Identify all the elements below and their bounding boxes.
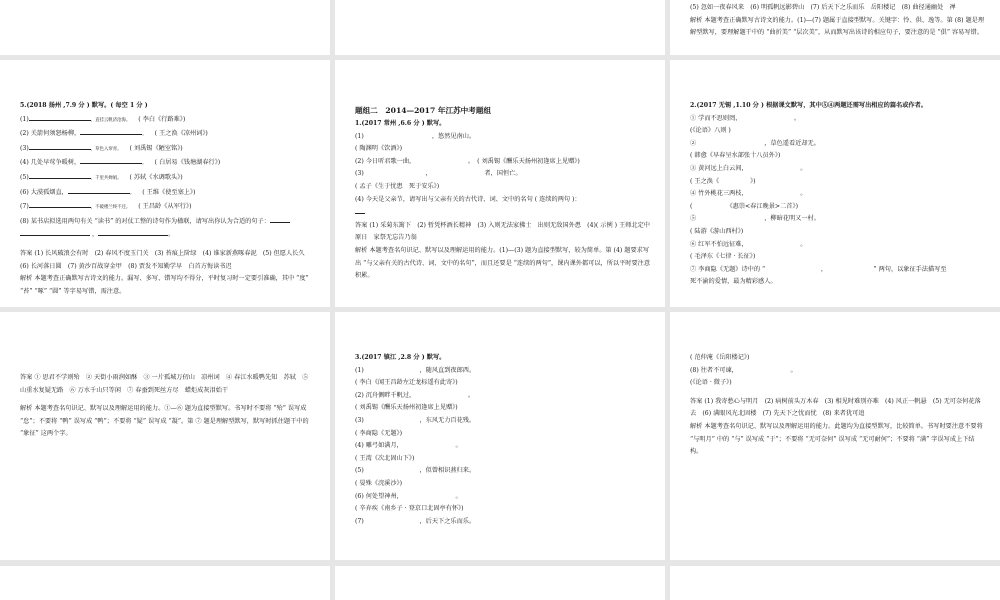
text-line: (1) ，悠然见南山。 bbox=[355, 132, 476, 140]
fill-item: (5) ，千里共婵娟。 ( 苏轼《水调歌头》) bbox=[20, 171, 316, 186]
fill-item: (2) 关箭何须怒杨柳， 。 ( 王之涣《凉州词》) bbox=[20, 127, 316, 142]
text-line: ① 学而不思则罔， 。 bbox=[690, 114, 801, 122]
text-line: (1) ，随风直到夜郎西。 bbox=[355, 366, 476, 374]
text-line: ⑤ ，柳暗花明又一村。 bbox=[690, 215, 820, 223]
answer-continued: (5) 忽如一夜春风来 (6) 明孤帆远影碧山 (7) 后天下之乐而乐 岳阳楼记 (8) 曲径通幽处 禅 bbox=[690, 4, 956, 11]
page-11 bbox=[335, 566, 665, 600]
text-line: ( 刘禹锡《酬乐天扬州初逢席上见赠》) bbox=[355, 404, 458, 412]
page-1 bbox=[0, 0, 330, 55]
text-line: ( 孟子《生于忧患 死于安乐》) bbox=[355, 182, 440, 190]
text-line: ( 韩愈《早春呈水部张十八员外》) bbox=[690, 152, 781, 160]
page-6 bbox=[670, 60, 1000, 307]
question-title: 1.(2017 常州 ,6.6 分 ) 默写。 bbox=[355, 120, 446, 127]
text-line: (6) 何处望神州， 。 bbox=[355, 492, 462, 500]
answer-blank[interactable] bbox=[29, 200, 91, 208]
question-title: 3.(2017 镇江 ,2.8 分 ) 默写。 bbox=[355, 354, 446, 361]
answer-blank[interactable] bbox=[80, 127, 142, 135]
question-title: 2.(2017 无锡 ,1.10 分 ) 根据课文默写，其中⑤④两题还需写出相应的篇名或作者。 bbox=[690, 102, 927, 109]
text-line: ( 陆游《游山西村》) bbox=[690, 227, 744, 235]
text-line: ( 李商隐《无题》) bbox=[355, 429, 403, 437]
answer-blank[interactable] bbox=[29, 142, 91, 150]
text-line: 死不渝的爱情，最为精彩感人。 bbox=[690, 278, 777, 286]
answer-blank[interactable] bbox=[68, 186, 130, 194]
fill-item: (4) 几处早莺争暖树， 。 ( 白居易《钱塘湖春行》) bbox=[20, 156, 316, 171]
question-8: (8) 某书店拟选用两句有关 “读书” 的对仗工整的诗句作为楹联，请写出你认为合适的句子： bbox=[20, 215, 316, 229]
section-title: 题组二 2014—2017 年江苏中考题组 bbox=[355, 106, 492, 115]
text-line: ( 王之涣《 》) bbox=[690, 177, 756, 185]
page-9 bbox=[670, 312, 1000, 560]
page-7 bbox=[0, 312, 330, 560]
page-12 bbox=[670, 566, 1000, 600]
text-line: (7) ，后天下之乐而乐。 bbox=[355, 517, 476, 525]
text-line: (8) 往者不可谏， 。 bbox=[690, 366, 797, 374]
text-line: ( 晏殊《浣溪沙》) bbox=[355, 479, 403, 487]
page-2 bbox=[335, 0, 665, 55]
text-line: (4) 雕弓如满月， 。 bbox=[355, 442, 462, 450]
text-line: (3) ， 者，国恒亡。 bbox=[355, 170, 522, 178]
answer-text: 答案 (1) 长风破浪会有时 (2) 春风不度玉门关 (3) 苔痕上阶绿 (4) 谁家新燕啄春泥 (5) 但愿人长久 (6) 长河落日圆 (7) 黄沙百战穿金甲 (8) 贾发不知勤学早 白首方悔读书迟 bbox=[20, 249, 311, 270]
text-line: ④ 竹外桃花三两枝， 。 bbox=[690, 190, 807, 198]
fill-item: (1) ，直挂云帆济沧海。 ( 李白《行路难》) bbox=[20, 113, 316, 128]
fill-item: (6) 大漠孤烟直， 。 ( 王维《使至塞上》) bbox=[20, 186, 316, 201]
text-line: (《论语》八则 ) bbox=[690, 127, 731, 135]
answer-text: 答案 (1) 采菊东篱下 (2) 暂凭杯酒长精神 (3) 入则无法家拂士 出则无敌国外患 (4)( 示例 ) 王师北定中原日 家祭无忘告乃翁 bbox=[355, 221, 650, 242]
text-line: (5) ，似曾相识燕归来。 bbox=[355, 467, 476, 475]
text-line: ⑦ 李商隐《无题》诗中的 “ ， ” 两句，以象征手法描写至 bbox=[690, 265, 947, 273]
text-line: ⑥ 红军不怕远征难， 。 bbox=[690, 240, 807, 248]
page-3 bbox=[670, 0, 1000, 55]
analysis-text: 解析 本题考查名句识记、默写以及理解运用的能力。此题均为直接型默写，比较简单。书写时要注意不要将 “与明月” 中的 “与” 误写成 “于”；不要将 “无可奈何” 误写成 “无可耐何”；不要将 “满” 字误写成上下结构。 bbox=[690, 422, 983, 456]
text-line: (3) ，东风无力百花残。 bbox=[355, 416, 476, 424]
answer-blank[interactable] bbox=[29, 171, 91, 179]
text-line: (2) 今日听君歌一曲， 。 ( 刘禹锡《酬乐天扬州初逢席上见赠》) bbox=[355, 157, 580, 165]
analysis-text: 解析 本题考查正确默写古诗文的能力。(1)—(7) 题属于直接型默写。关键字：怜、供、逸等。第 (8) 题是理解型默写，要理解题干中的 “曲折美” “层次美”，从而默写出该诗的相应句子，要注意的是 “俱” 容易写错。 bbox=[690, 16, 985, 37]
analysis-text: 解析 本题考查名句识记、默写以及理解运用的能力。①—⑥ 题为直接型默写。书写时不要将 “殆” 误写成 “怠”；不要将 “鸭” 误写成 “鸭”；不要将 “疑” 误写成 “凝”。第 ⑦ 题是理解型默写，默写时抓住题干中的 “象征” 这两个字。 bbox=[20, 405, 309, 438]
page-4: 5.(2018 扬州 ,7.9 分 ) 默写。( 每空 1 分 ) (1) ，直挂云帆济沧海。 ( 李白《行路难》) (2) 关箭何须怒杨柳， 。 ( 王之涣《凉州词》) (3) ，草色入帘青。 ( 刘禹锡《陋室铭》) (4) 几处早莺争暖树， 。 ( 白居易《钱塘湖春行》) (5) ，千里共婵娟。 ( 苏轼《水调歌头》) (6) 大漠孤烟直， 。 ( 王维《使至塞上》) (7) ，不破楼兰终不还。 ( 王昌龄《从军行》) (8) 某书店拟选用两句有关 “读书” 的对仗工整的诗句作为楹联，请写出你认为合适的句子： ， 。 答案 (1) 长风破浪会有时 (2) 春风不度玉门关 (3) 苔痕上阶绿 (4) 谁家新燕啄春泥 (5) 但愿人长久 (6) 长河落日圆 (7) 黄沙百战穿金甲 (8) 贾发不知勤学早 白首方悔读书迟 解析 本题考查正确默写古诗文的能力。漏写、多写、错写均不得分，平时复习时一定要引准确，其中 “度” “苔” “啄” “圆” 等字易写错，需注意。 bbox=[0, 60, 330, 307]
fill-item: (3) ，草色入帘青。 ( 刘禹锡《陋室铭》) bbox=[20, 142, 316, 157]
text-line: (《论语 · 微子》) bbox=[690, 379, 732, 387]
analysis-text: 解析 本题考查正确默写古诗文的能力。漏写、多写、错写均不得分，平时复习时一定要引准确，其中 “度” “苔” “啄” “圆” 等字易写错，需注意。 bbox=[20, 275, 309, 295]
answer-text: 答案 (1) 我寄愁心与明月 (2) 病树前头万木春 (3) 相见时难别亦难 (4) 风正一帆悬 (5) 无可奈何花落去 (6) 满眼风光北固楼 (7) 先天下之忧而忧 (8) 来者犹可追 bbox=[690, 397, 981, 418]
text-line: ② ，草色遥看近却无。 bbox=[690, 139, 820, 147]
text-line: ( 李白《闻王昌龄左迁龙标遥有此寄》) bbox=[355, 379, 458, 387]
answer-blank[interactable] bbox=[80, 156, 142, 164]
text-line: ( 王湾《次北固山下》) bbox=[355, 454, 415, 462]
text-line: ③ 黄河远上白云间， 。 bbox=[690, 164, 807, 172]
answer-text: 答案 ① 思君不学则殆 ② 天街小雨润如酥 ③ 一片孤城万仞山 凉州词 ④ 春江水暖鸭先知 苏轼 ⑤ 山重水复疑无路 ⑥ 万水千山只等闲 ⑦ 春蚕到死丝方尽 蜡炬成灰泪始干 bbox=[20, 374, 309, 394]
page-8 bbox=[335, 312, 665, 560]
text-line: (4) 今天是父亲节，请写出与父亲有关的古代诗、词、文中的名句 ( 连续的两句 )： bbox=[355, 195, 581, 203]
text-line: ( 《惠崇<春江晚景>二首》) bbox=[690, 202, 798, 210]
text-line: ( 毛泽东《七律 · 长征》) bbox=[690, 253, 756, 261]
text-line: (2) 沉舟侧畔千帆过， 。 bbox=[355, 391, 475, 399]
page-5 bbox=[335, 60, 665, 307]
text-line: ( 范仲淹《岳阳楼记》) bbox=[690, 354, 750, 361]
fill-item: (7) ，不破楼兰终不还。 ( 王昌龄《从军行》) bbox=[20, 200, 316, 215]
text-line: ( 辛弃疾《南乡子 · 登京口北固亭有怀》) bbox=[355, 505, 464, 513]
answer-blank[interactable] bbox=[29, 113, 91, 121]
text-line: ( 陶渊明《饮酒》) bbox=[355, 145, 403, 153]
question-title: 5.(2018 扬州 ,7.9 分 ) 默写。( 每空 1 分 ) bbox=[20, 102, 148, 109]
analysis-text: 解析 本题考查名句识记、默写以及理解运用的能力。(1)—(3) 题为直接型默写，较为简单。第 (4) 题要求写出 “与父亲有关的古代诗、词、文中的名句”，而且还要是 “连续的两句”，课内课外都可以，所以平时要注意积累。 bbox=[355, 246, 651, 280]
page-10 bbox=[0, 566, 330, 600]
